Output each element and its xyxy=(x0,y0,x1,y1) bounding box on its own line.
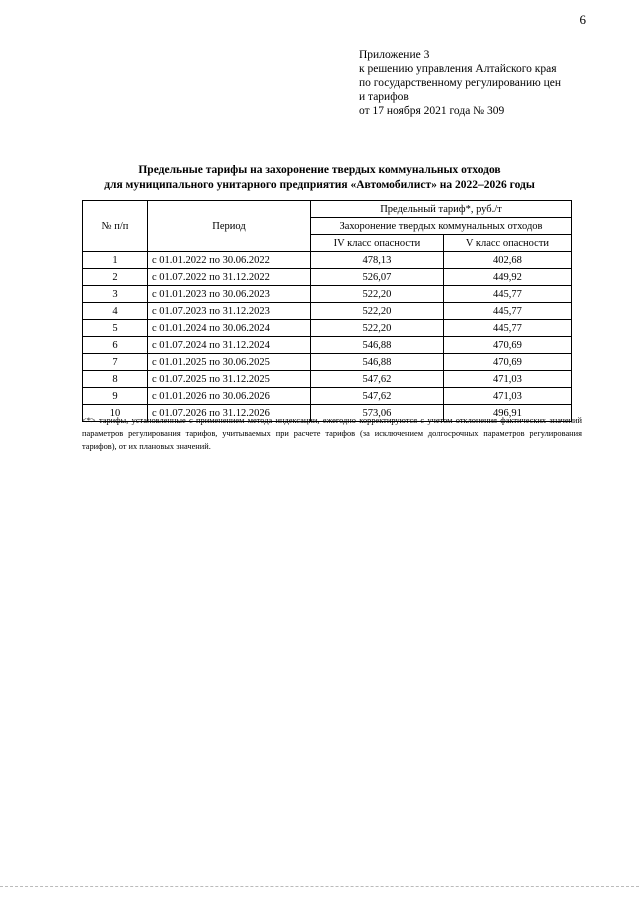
row-class-5-value: 496,91 xyxy=(443,405,571,422)
row-class-4-value: 546,88 xyxy=(311,337,444,354)
row-period: с 01.01.2024 по 30.06.2024 xyxy=(148,320,311,337)
row-class-4-value: 526,07 xyxy=(311,269,444,286)
table-row xyxy=(83,269,572,286)
header-num: № п/п xyxy=(83,201,148,252)
row-num: 5 xyxy=(83,320,148,337)
table-row xyxy=(83,252,572,269)
page-number: 6 xyxy=(579,12,586,27)
header-period: Период xyxy=(148,201,311,252)
row-class-4-value: 547,62 xyxy=(311,371,444,388)
row-period: с 01.07.2026 по 31.12.2026 xyxy=(148,405,311,422)
tariff-table xyxy=(82,200,572,422)
appendix-line: Приложение 3 xyxy=(359,49,430,61)
row-class-4-value: 547,62 xyxy=(311,388,444,405)
row-num: 9 xyxy=(83,388,148,405)
row-period: с 01.07.2023 по 31.12.2023 xyxy=(148,303,311,320)
row-period: с 01.07.2022 по 31.12.2022 xyxy=(148,269,311,286)
row-num: 1 xyxy=(83,252,148,269)
table-row xyxy=(83,320,572,337)
row-class-5-value: 445,77 xyxy=(443,303,571,320)
appendix-line: и тарифов xyxy=(359,91,409,103)
row-class-4-value: 573,06 xyxy=(311,405,444,422)
appendix-line: к решению управления Алтайского края xyxy=(359,63,557,75)
row-class-5-value: 471,03 xyxy=(443,371,571,388)
row-class-5-value: 470,69 xyxy=(443,354,571,371)
row-num: 6 xyxy=(83,337,148,354)
row-period: с 01.01.2023 по 30.06.2023 xyxy=(148,286,311,303)
row-num: 2 xyxy=(83,269,148,286)
row-num: 7 xyxy=(83,354,148,371)
row-class-5-value: 445,77 xyxy=(443,320,571,337)
table-row xyxy=(83,303,572,320)
row-class-4-value: 546,88 xyxy=(311,354,444,371)
row-num: 8 xyxy=(83,371,148,388)
row-period: с 01.07.2024 по 31.12.2024 xyxy=(148,337,311,354)
appendix-line: от 17 ноября 2021 года № 309 xyxy=(359,105,505,117)
row-period: с 01.01.2026 по 30.06.2026 xyxy=(148,388,311,405)
table-row xyxy=(83,388,572,405)
page-bottom-divider xyxy=(0,886,639,887)
header-class-5: V класс опасности xyxy=(443,235,571,252)
table-row xyxy=(83,337,572,354)
table-row xyxy=(83,286,572,303)
title-line-1: Предельные тарифы на захоронение твердых коммунальных отходов xyxy=(138,164,501,176)
row-class-4-value: 522,20 xyxy=(311,320,444,337)
row-class-5-value: 470,69 xyxy=(443,337,571,354)
footnote: <*> тарифы, установленные с применением метода индексации, ежегодно корректируются с учетом отклонения фактических значений параметров регулирования тарифов, учитываемых при расчете тарифов (за исключением долгосрочных параметров регулирования тарифов), от их плановых значений. xyxy=(82,416,582,451)
row-period: с 01.07.2025 по 31.12.2025 xyxy=(148,371,311,388)
row-class-5-value: 445,77 xyxy=(443,286,571,303)
row-class-5-value: 449,92 xyxy=(443,269,571,286)
row-class-4-value: 522,20 xyxy=(311,303,444,320)
header-service: Захоронение твердых коммунальных отходов xyxy=(311,218,572,235)
row-class-4-value: 478,13 xyxy=(311,252,444,269)
row-num: 3 xyxy=(83,286,148,303)
table-row xyxy=(83,371,572,388)
row-class-5-value: 402,68 xyxy=(443,252,571,269)
row-period: с 01.01.2022 по 30.06.2022 xyxy=(148,252,311,269)
row-period: с 01.01.2025 по 30.06.2025 xyxy=(148,354,311,371)
header-class-4: IV класс опасности xyxy=(311,235,444,252)
row-class-5-value: 471,03 xyxy=(443,388,571,405)
document-title xyxy=(0,163,639,193)
header-tariff: Предельный тариф*, руб./т xyxy=(311,201,572,218)
row-num: 4 xyxy=(83,303,148,320)
table-row xyxy=(83,354,572,371)
row-num: 10 xyxy=(83,405,148,422)
appendix-line: по государственному регулированию цен xyxy=(359,77,562,89)
title-line-2: для муниципального унитарного предприятия «Автомобилист» на 2022–2026 годы xyxy=(104,179,535,191)
appendix-reference xyxy=(359,48,561,118)
row-class-4-value: 522,20 xyxy=(311,286,444,303)
